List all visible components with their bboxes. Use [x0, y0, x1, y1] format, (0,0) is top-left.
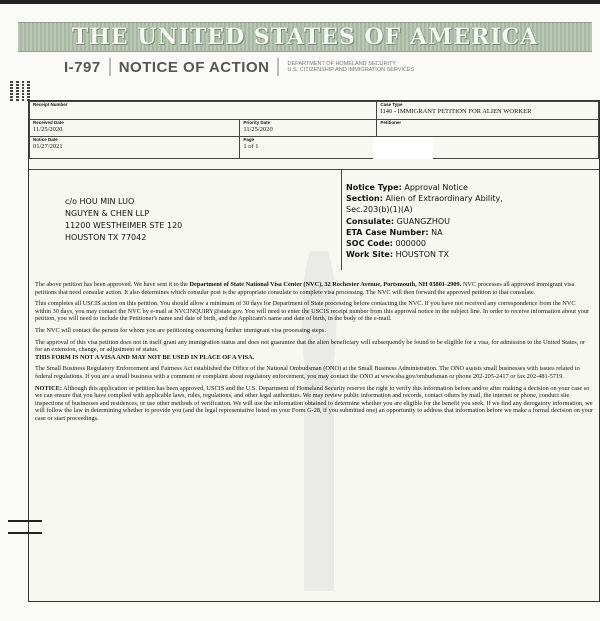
notice-type-label: Notice Type: — [346, 183, 402, 192]
soc-value: 000000 — [395, 239, 427, 249]
p1-text-c: NVC processes all approved immigrant visa petitions that need consular action. It also determines which consular post is the appropriate consulate to complete visa processing. The NVC will then forward the approved petition to that consulate. — [35, 281, 575, 296]
notice-date-cell — [30, 137, 240, 159]
paragraph-6 — [35, 385, 593, 423]
side-mark-2 — [8, 532, 42, 534]
p1-text-a: The above petition has been approved. We have sent it to the — [35, 281, 190, 288]
paragraph-5: The Small Business Regulatory Enforcement and Fairness Act established the Office of the National Ombudsman (ONO) at the Small Business Administration. The ONO assists small businesses with issues related to federal regulations. If you are a small business with a comment or complaint about regulatory enforcement, you may contact the ONO at www.sba.gov/ombudsman or phone 202-205-2417 or fax 202-481-5719. — [35, 365, 580, 380]
receipt-number-label: Receipt Number — [33, 102, 68, 107]
worksite-label: Work Site: — [346, 250, 394, 260]
receipt-number-cell — [30, 102, 377, 120]
section-label: Section: — [346, 194, 383, 204]
notice-details — [346, 182, 503, 260]
consulate-value: GUANGZHOU — [396, 216, 451, 226]
priority-date-label: Priority Date — [243, 120, 271, 125]
address-line-2: NGUYEN & CHEN LLP — [65, 209, 150, 218]
eta-label: ETA Case Number: — [346, 227, 429, 237]
dept-line-2: U.S. CITIZENSHIP AND IMMIGRATION SERVICES — [287, 67, 415, 73]
priority-date-value: 11/25/2020 — [243, 126, 273, 133]
page-value: 1 of 1 — [243, 143, 259, 150]
soc-label: SOC Code: — [346, 239, 393, 249]
form-number: I-797 — [64, 58, 101, 76]
header-fields-table — [29, 101, 599, 159]
section-value-2: Sec.203(b)(1)(A) — [346, 205, 413, 215]
paragraph-2: This completes all USCIS action on this petition. You should allow a minimum of 30 days for Department of State processing before contacting the NVC. If you have not received any correspondence from the NVC within 30 days, you may contact the NVC by e-mail at NVCINQUIRY@state.gov. You will need to enter the USCIS receipt number from this approval notice in the subject line. In order to receive information about your petition, you will need to include the Petitioner's name and date of birth, and the Applicant's name and date of birth, in the body of the e-mail. — [35, 300, 590, 323]
case-type-cell — [377, 102, 599, 120]
eta-value: NA — [431, 227, 443, 237]
notice-date-value: 01/27/2021 — [33, 143, 63, 150]
banner — [18, 22, 592, 52]
paragraph-4 — [35, 339, 593, 362]
address-line-1: c/o HOU MIN LUO — [65, 197, 135, 206]
address-line-3: 11200 WESTHEIMER STE 120 — [65, 221, 183, 230]
case-type-value: I140 - IMMIGRANT PETITION FOR ALIEN WORKER — [380, 108, 532, 115]
paragraph-1 — [35, 281, 593, 296]
document-body — [28, 100, 600, 602]
p1-text-bold: Department of State National Visa Center (NVC), 32 Rochester Avenue, Portsmouth, NH 03801-2909. — [189, 281, 462, 288]
dept-line-1: DEPARTMENT OF HOMELAND SECURITY — [287, 61, 396, 67]
petitioner-label: Petitioner — [380, 120, 402, 125]
notice-date-label: Notice Date — [33, 137, 58, 142]
received-date-label: Received Date — [33, 120, 64, 125]
page-label: Page — [243, 137, 255, 142]
notice-type-value: Approval Notice — [404, 183, 468, 192]
banner-text: THE UNITED STATES OF AMERICA — [71, 24, 539, 50]
received-date-cell — [30, 120, 240, 137]
dept-lines — [287, 61, 414, 73]
redaction-box — [373, 137, 433, 159]
worksite-value: HOUSTON TX — [395, 250, 449, 260]
received-date-value: 11/25/2020 — [33, 126, 63, 133]
notice-body-text — [35, 281, 593, 427]
notice-details-box — [341, 170, 600, 270]
p6-label: NOTICE: — [35, 384, 62, 392]
case-type-label: Case Type — [380, 102, 403, 107]
petitioner-cell — [377, 120, 599, 137]
page-cell — [240, 137, 377, 159]
form-title: NOTICE OF ACTION — [118, 58, 270, 76]
paragraph-3: The NVC will contact the person for whom you are petitioning concerning further immigrant visa processing steps. — [35, 326, 326, 334]
p4-text: The approval of this visa petition does not in itself grant any immigration status and does not guarantee that the alien beneficiary will subsequently be found to be eligible for a visa, for admission to the United States, or for an extension, change, or adjustment of status. — [35, 338, 586, 354]
side-mark-1 — [8, 520, 42, 522]
consulate-label: Consulate: — [346, 216, 395, 226]
section-value: Alien of Extraordinary Ability, — [385, 194, 503, 204]
title-separator-2 — [277, 58, 279, 76]
title-row — [64, 56, 594, 78]
p6-text: Although this application or petition has been approved, USCIS and the U.S. Department of Homeland Security reserve the right to verify this information before and/or after making a decision on your case so we can ensure that you have complied with applicable laws, rules, regulations, and other legal authorities. We may review public information and records, contact others by mail, the internet or phone, conduct site inspections of businesses and residences, or use other methods of verification. We will use the information obtained to determine whether you are eligible for the benefit you seek. If we find any derogatory information, we will follow the law in determining whether to provide you (and the legal representative listed on your Form G-28, if you submitted one) an opportunity to address that information before we make a formal decision on your case or start proceedings. — [35, 384, 594, 422]
mailing-address — [65, 196, 182, 244]
side-marks — [8, 520, 42, 544]
priority-date-cell — [240, 120, 377, 137]
address-line-4: HOUSTON TX 77042 — [65, 233, 147, 242]
title-separator — [109, 58, 111, 76]
p4-bold-text: THIS FORM IS NOT A VISA AND MAY NOT BE USED IN PLACE OF A VISA. — [35, 353, 255, 361]
barcode-overlay — [10, 81, 30, 101]
top-edge — [0, 0, 600, 4]
